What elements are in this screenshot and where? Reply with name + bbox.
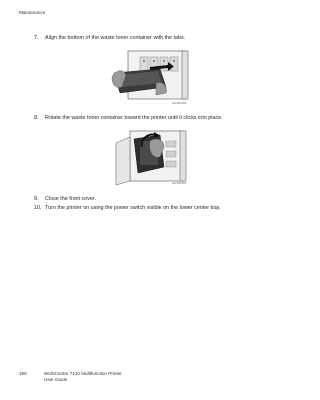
document-type: User Guide [44,377,68,382]
step-number: 7. [34,35,39,41]
step-10 [34,205,284,212]
step-number: 10. [34,205,42,211]
page-number: 166 [19,371,27,376]
step-7 [34,35,284,42]
step-text: Align the bottom of the waste toner container with the tabs. [45,35,186,41]
printer-illustration [110,47,190,107]
product-title: WorkCentre 7120 Multifunction Printer [44,371,122,376]
figure-code: wc7120-057 [172,182,187,185]
step-number: 8. [34,115,39,121]
step-text: Turn the printer on using the power switch visible on the lower center tray. [45,205,221,211]
step-number: 9. [34,196,39,202]
figure-code: wc7120-056 [172,102,187,105]
figure-rotate-container [110,127,190,187]
step-text: Rotate the waste toner container toward the printer until it clicks into place. [45,115,223,121]
step-text: Close the front cover. [45,196,96,202]
step-9 [34,196,284,203]
printer-illustration [110,127,190,187]
step-8 [34,115,284,122]
running-header: Maintenance [19,10,46,15]
figure-align-container [110,47,190,107]
product-name [44,371,122,383]
